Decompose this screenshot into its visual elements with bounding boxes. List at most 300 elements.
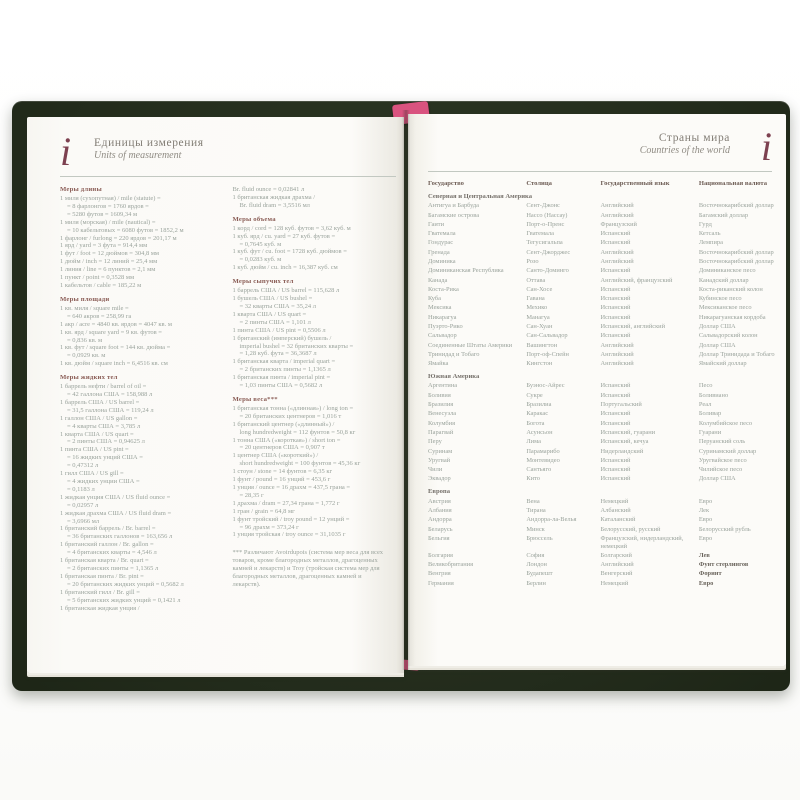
right-page-header bbox=[428, 124, 772, 169]
capital-cell: Тегусигальпа bbox=[526, 239, 563, 247]
unit-line: 1 британский гилл / Br. gill = bbox=[60, 588, 140, 596]
capital-cell: Будапешт bbox=[526, 570, 553, 578]
unit-line: = 20 британских центнеров = 1,016 т bbox=[239, 412, 342, 420]
unit-line: 1 галлон США / US gallon = bbox=[60, 414, 138, 422]
unit-entry bbox=[60, 383, 224, 399]
table-row bbox=[428, 249, 772, 257]
unit-line: = 20 центнеров США = 0,907 т bbox=[239, 444, 325, 452]
capital-cell: Сан-Хуан bbox=[526, 323, 553, 331]
country-cell: Пуэрто-Рико bbox=[428, 323, 463, 331]
language-cell: Испанский bbox=[600, 304, 631, 312]
column-header: Столица bbox=[526, 180, 552, 187]
country-cell: Венгрия bbox=[428, 570, 451, 578]
currency-cell: Восточнокарибский доллар bbox=[698, 202, 774, 210]
country-cell: Колумбия bbox=[428, 419, 456, 427]
capital-cell: Порт-о-Пренс bbox=[526, 220, 565, 228]
currency-cell: Боливар bbox=[698, 410, 722, 418]
table-row bbox=[428, 401, 772, 409]
unit-line: 1 жидкая драхма США / US fluid dram = bbox=[60, 509, 172, 517]
country-cell: Антигуа и Барбуда bbox=[428, 202, 480, 210]
country-cell: Албания bbox=[428, 506, 452, 514]
unit-line: = 96 драхм = 373,24 г bbox=[239, 523, 299, 531]
unit-line: short hundredweight = 100 фунтов = 45,36 кг bbox=[239, 460, 361, 468]
table-header-row bbox=[428, 180, 772, 188]
unit-line: 1 британская пинта / Br. pint = bbox=[60, 572, 144, 580]
unit-line: 1 акр / acre = 4840 кв. ярдов = 4047 кв. м bbox=[60, 320, 172, 328]
unit-entry bbox=[233, 452, 397, 468]
country-cell: Великобритания bbox=[428, 561, 474, 569]
unit-line: 1 драхма / dram = 27,34 грана = 1,772 г bbox=[232, 499, 340, 507]
currency-cell: Канадский доллар bbox=[698, 276, 749, 284]
unit-entry bbox=[60, 329, 224, 345]
left-page-content bbox=[60, 129, 396, 667]
unit-line: 1 пункт / point = 0,3528 мм bbox=[60, 274, 135, 282]
unit-line: 1 пинта США / US pint = bbox=[60, 446, 129, 454]
unit-section bbox=[60, 374, 224, 612]
unit-line: 1 баррель США / US barrel = 115,628 л bbox=[232, 287, 340, 295]
country-cell: Мексика bbox=[428, 304, 452, 312]
language-cell: Испанский bbox=[600, 382, 631, 390]
unit-entry bbox=[233, 327, 397, 335]
table-row bbox=[428, 552, 772, 560]
language-cell: Французский bbox=[600, 220, 637, 228]
table-row bbox=[428, 410, 772, 418]
unit-line: imperial bushel = 32 британских кварты = bbox=[239, 342, 354, 350]
unit-entry bbox=[60, 266, 224, 274]
table-row bbox=[428, 286, 772, 294]
language-cell: Испанский bbox=[600, 230, 631, 238]
country-cell: Соединенные Штаты Америки bbox=[428, 341, 513, 349]
unit-section-heading: Меры длины bbox=[60, 186, 102, 193]
capital-cell: Розо bbox=[526, 257, 539, 265]
unit-entry bbox=[60, 235, 224, 243]
capital-cell: Вена bbox=[526, 497, 540, 505]
currency-cell: Евро bbox=[698, 534, 713, 542]
capital-cell: Бразилиа bbox=[526, 401, 552, 409]
capital-cell: Кито bbox=[526, 475, 540, 483]
unit-section-heading: Меры жидких тел bbox=[60, 374, 118, 382]
unit-line: Br. fluid dram = 3,5516 мл bbox=[239, 201, 310, 209]
unit-entry bbox=[60, 250, 224, 258]
table-row bbox=[428, 277, 772, 285]
country-cell: Перу bbox=[428, 438, 442, 446]
table-row bbox=[428, 457, 772, 465]
table-row bbox=[428, 429, 772, 437]
country-cell: Боливия bbox=[428, 391, 451, 399]
unit-line: = 0,7645 куб. м bbox=[239, 240, 282, 248]
language-cell: Английский, французский bbox=[600, 276, 673, 284]
unit-entry bbox=[60, 274, 224, 282]
unit-entry bbox=[60, 605, 224, 613]
table-row bbox=[428, 561, 772, 569]
unit-entry bbox=[233, 358, 397, 374]
unit-line: 1 кв. дюйм / square inch = 6,4516 кв. см bbox=[60, 360, 168, 368]
table-row bbox=[428, 466, 772, 474]
unit-line: long hundredweight = 112 фунтов = 50,8 кг bbox=[239, 428, 356, 436]
unit-entry bbox=[60, 415, 224, 431]
table-row bbox=[428, 314, 772, 322]
unit-entry bbox=[60, 557, 224, 573]
unit-entry bbox=[233, 311, 397, 327]
table-row bbox=[428, 580, 772, 588]
country-cell: Сальвадор bbox=[428, 332, 457, 340]
table-row bbox=[428, 526, 772, 534]
table-row bbox=[428, 221, 772, 229]
capital-cell: Сантьяго bbox=[526, 466, 552, 474]
left-page-header bbox=[60, 129, 396, 174]
language-cell: Белорусский, русский bbox=[600, 525, 661, 533]
unit-line: = 2 пинты США = 0,94625 л bbox=[67, 438, 145, 446]
language-cell: Испанский bbox=[600, 419, 631, 427]
currency-cell: Фунт стерлингов bbox=[698, 561, 749, 569]
unit-line: 1 жидкая унция США / US fluid ounce = bbox=[60, 493, 171, 501]
currency-cell: Доллар США bbox=[698, 323, 736, 331]
capital-cell: Каракас bbox=[526, 410, 549, 418]
unit-entry bbox=[60, 282, 224, 290]
table-row bbox=[428, 258, 772, 266]
unit-line: = 10 кабельтовых = 6080 футов = 1852,2 м bbox=[67, 226, 184, 234]
table-row bbox=[428, 392, 772, 400]
unit-entry bbox=[233, 500, 397, 508]
unit-line: 1 кв. ярд / square yard = 9 кв. футов = bbox=[60, 328, 162, 336]
country-cell: Куба bbox=[428, 295, 441, 303]
capital-cell: Вашингтон bbox=[526, 341, 558, 349]
unit-entry bbox=[233, 186, 397, 194]
country-cell: Тринидад и Тобаго bbox=[428, 350, 480, 358]
capital-cell: Сукре bbox=[526, 391, 543, 399]
currency-cell: Песо bbox=[698, 382, 713, 390]
language-cell: Немецкий bbox=[600, 497, 629, 505]
language-cell: Испанский bbox=[600, 475, 631, 483]
unit-line: 1 британская жидкая унция / bbox=[60, 604, 140, 612]
country-cell: Гаити bbox=[428, 220, 445, 228]
country-cell: Эквадор bbox=[428, 475, 451, 483]
unit-entry bbox=[60, 344, 224, 360]
currency-cell: Сальвадорский колон bbox=[698, 332, 758, 340]
language-cell: Испанский, гуарани bbox=[600, 428, 656, 436]
unit-entry bbox=[233, 295, 397, 311]
country-cell: Бразилия bbox=[428, 401, 454, 409]
table-row bbox=[428, 570, 772, 578]
unit-line: 1 гран / grain = 64,8 мг bbox=[232, 507, 295, 515]
capital-cell: Сан-Хосе bbox=[526, 285, 553, 293]
unit-section-heading: Меры сыпучих тел bbox=[232, 278, 294, 286]
table-row bbox=[428, 342, 772, 350]
capital-cell: Богота bbox=[526, 419, 545, 427]
currency-cell: Мексиканское песо bbox=[698, 304, 752, 312]
language-cell: Венгерский bbox=[600, 570, 633, 578]
language-cell: Английский bbox=[600, 350, 634, 358]
table-row bbox=[428, 350, 775, 359]
info-icon: i bbox=[60, 129, 72, 174]
currency-cell: Белорусский рубль bbox=[698, 525, 751, 533]
capital-cell: Тирана bbox=[526, 506, 546, 514]
unit-entry bbox=[233, 233, 397, 249]
language-cell: Английский bbox=[600, 561, 634, 569]
unit-section bbox=[233, 186, 397, 210]
unit-entry bbox=[60, 510, 224, 526]
right-page bbox=[408, 114, 786, 666]
unit-line: 1 бушель США / US bushel = bbox=[232, 295, 313, 303]
unit-line: = 16 жидких унций США = bbox=[67, 454, 143, 462]
unit-entry bbox=[233, 508, 397, 516]
unit-line: 1 куб. дюйм / cu. inch = 16,387 куб. см bbox=[232, 264, 338, 272]
table-row bbox=[428, 267, 772, 275]
currency-cell: Гуарани bbox=[698, 428, 722, 436]
language-cell: Испанский bbox=[600, 239, 631, 247]
unit-line: 1 фунт тройский / troy pound = 12 унций = bbox=[232, 515, 350, 523]
currency-cell: Реал bbox=[698, 401, 712, 409]
capital-cell: София bbox=[526, 551, 545, 559]
table-row bbox=[428, 516, 772, 524]
unit-line: 1 баррель нефти / barrel of oil = bbox=[60, 383, 147, 391]
language-cell: Испанский bbox=[600, 332, 631, 340]
unit-line: = 3,6966 мл bbox=[67, 517, 100, 525]
unit-section bbox=[60, 186, 224, 290]
countries-table bbox=[428, 180, 775, 587]
currency-cell: Чилийское песо bbox=[698, 466, 743, 474]
country-cell: Беларусь bbox=[428, 525, 453, 533]
unit-section-heading: Меры площади bbox=[60, 295, 110, 303]
capital-cell: Нассо (Нассау) bbox=[526, 211, 568, 219]
unit-line: = 0,47312 л bbox=[67, 462, 99, 470]
column-header: Государственный язык bbox=[600, 180, 670, 187]
currency-cell: Боливиано bbox=[698, 391, 729, 399]
unit-entry bbox=[60, 258, 224, 266]
language-cell: Испанский bbox=[600, 410, 631, 418]
capital-cell: Мехико bbox=[526, 304, 548, 312]
table-row bbox=[428, 535, 772, 550]
currency-cell: Лев bbox=[698, 551, 710, 559]
language-cell: Испанский, английский bbox=[600, 323, 666, 331]
unit-section bbox=[233, 278, 397, 390]
capital-cell: Гавана bbox=[526, 295, 545, 303]
capital-cell: Порт-оф-Спейн bbox=[526, 350, 569, 358]
unit-line: = 0,1183 л bbox=[67, 485, 95, 493]
language-cell: Французский, нидерландский, немецкий bbox=[600, 534, 684, 550]
unit-line: 1 фарлонг / furlong = 220 ярдов = 201,17 м bbox=[60, 234, 177, 242]
unit-section bbox=[60, 296, 224, 368]
capital-cell: Оттава bbox=[526, 276, 546, 284]
unit-line: 1 фунт / pound = 16 унций = 453,6 г bbox=[232, 476, 331, 484]
unit-entry bbox=[60, 360, 224, 368]
capital-cell: Санто-Доминго bbox=[526, 267, 569, 275]
unit-line: = 4 британских кварты = 4,546 л bbox=[67, 549, 157, 557]
capital-cell: Сан-Сальвадор bbox=[526, 332, 568, 340]
unit-line: 1 миля (сухопутная) / mile (statute) = bbox=[60, 195, 161, 202]
unit-line: 1 британский галлон / Br. gallon = bbox=[60, 541, 154, 549]
language-cell: Испанский bbox=[600, 466, 631, 474]
language-cell: Каталанский bbox=[600, 516, 636, 524]
country-cell: Багамские острова bbox=[428, 211, 480, 219]
page-title: Страны мира bbox=[658, 132, 730, 144]
country-cell: Гватемала bbox=[428, 230, 456, 238]
unit-entry bbox=[60, 321, 224, 329]
unit-line: 1 британская жидкая драхма / bbox=[232, 193, 316, 201]
language-cell: Испанский bbox=[600, 391, 631, 399]
right-page-content bbox=[428, 124, 775, 660]
weights-footnote: *** Различают Avoirdupois (система мер веса для всех товаров, кроме благородных металлов, драгоценных камней и лекарств) и Troy (тройская система мер для благородных металлов, драгоценных камней и лекарств). bbox=[232, 549, 384, 588]
currency-cell: Уругвайское песо bbox=[698, 456, 747, 464]
country-cell: Чили bbox=[428, 466, 443, 474]
currency-cell: Доллар США bbox=[698, 341, 736, 349]
unit-entry bbox=[60, 470, 224, 494]
language-cell: Нидерландский bbox=[600, 447, 644, 455]
unit-line: Br. fluid ounce = 0,02841 л bbox=[232, 186, 305, 193]
currency-cell: Евро bbox=[698, 516, 713, 524]
left-page bbox=[27, 117, 404, 673]
left-page-titles bbox=[94, 135, 204, 161]
table-row bbox=[428, 438, 772, 446]
currency-cell: Перуанский соль bbox=[698, 438, 746, 446]
unit-line: = 0,02957 л bbox=[67, 501, 99, 509]
unit-entry bbox=[60, 589, 224, 605]
table-row bbox=[428, 382, 772, 390]
table-row bbox=[428, 448, 772, 456]
unit-entry bbox=[233, 194, 397, 210]
unit-line: 1 пинта США / US pint = 0,5506 л bbox=[232, 326, 326, 334]
unit-line: = 2 пинты США = 1,101 л bbox=[239, 318, 311, 326]
unit-line: 1 британский (имперский) бушель / bbox=[232, 334, 332, 342]
currency-cell: Форинт bbox=[698, 570, 722, 578]
capital-cell: Буэнос-Айрес bbox=[526, 382, 565, 390]
table-row bbox=[428, 507, 772, 515]
unit-line: 1 кварта США / US quart = bbox=[60, 430, 134, 438]
unit-entry bbox=[60, 541, 224, 557]
unit-entry bbox=[60, 494, 224, 510]
unit-entry bbox=[233, 421, 397, 437]
country-cell: Никарагуа bbox=[428, 313, 457, 321]
unit-section bbox=[233, 396, 397, 539]
country-cell: Андорра bbox=[428, 516, 452, 524]
unit-entry bbox=[233, 516, 397, 532]
unit-line: 1 унция / ounce = 16 драхм = 437,5 грана = bbox=[232, 484, 351, 491]
unit-entry bbox=[233, 405, 397, 421]
unit-line: 1 баррель США / US barrel = bbox=[60, 398, 140, 406]
unit-line: = 5 британских жидких унций = 0,1421 л bbox=[67, 596, 181, 604]
unit-entry bbox=[233, 468, 397, 476]
language-cell: Испанский bbox=[600, 285, 631, 293]
unit-entry bbox=[233, 437, 397, 453]
language-cell: Португальский bbox=[600, 401, 642, 409]
unit-line: 1 куб. ярд / cu. yard = 27 куб. футов = bbox=[232, 232, 336, 240]
table-row bbox=[428, 360, 772, 368]
language-cell: Испанский bbox=[600, 313, 631, 321]
table-row bbox=[428, 323, 772, 331]
unit-line: 1 гилл США / US gill = bbox=[60, 470, 124, 478]
table-row bbox=[428, 420, 772, 428]
unit-line: 1 дюйм / inch = 12 линий = 25,4 мм bbox=[60, 258, 158, 266]
unit-line: = 1,28 куб. фута = 36,3687 л bbox=[239, 350, 317, 358]
unit-line: = 640 акров = 258,99 га bbox=[67, 312, 132, 320]
right-page-titles bbox=[640, 130, 730, 156]
unit-entry bbox=[60, 525, 224, 541]
unit-entry bbox=[233, 287, 397, 295]
unit-line: 1 кв. фут / square foot = 144 кв. дюйма = bbox=[60, 344, 171, 352]
unit-entry bbox=[233, 374, 397, 390]
capital-cell: Сент-Джонс bbox=[526, 202, 560, 210]
unit-line: 1 стоун / stone = 14 фунтов = 6,35 кг bbox=[232, 468, 333, 476]
capital-cell: Лима bbox=[526, 438, 541, 446]
page-title: Единицы измерения bbox=[94, 137, 204, 149]
unit-line: = 0,0283 куб. м bbox=[239, 256, 282, 264]
capital-cell: Манагуа bbox=[526, 313, 550, 321]
unit-line: 1 фут / foot = 12 дюймов = 304,8 мм bbox=[60, 250, 160, 258]
table-row bbox=[428, 202, 772, 210]
unit-line: 1 унция тройская / troy ounce = 31,1035 г bbox=[232, 531, 346, 539]
unit-entry bbox=[233, 476, 397, 484]
unit-column-1 bbox=[60, 186, 224, 612]
unit-entry bbox=[233, 264, 397, 272]
unit-line: 1 ярд / yard = 3 фута = 914,4 мм bbox=[60, 242, 148, 250]
capital-cell: Гватемала bbox=[526, 230, 554, 238]
country-cell: Коста-Рика bbox=[428, 285, 459, 293]
book-gutter-shadow bbox=[402, 110, 410, 670]
language-cell: Английский bbox=[600, 202, 634, 210]
header-divider bbox=[60, 176, 396, 177]
capital-cell: Берлин bbox=[526, 579, 546, 587]
unit-entry bbox=[60, 242, 224, 250]
currency-cell: Евро bbox=[698, 497, 713, 505]
unit-column-2 bbox=[233, 186, 397, 612]
country-cell: Уругвай bbox=[428, 456, 451, 464]
unit-line: = 2 британских пинты = 1,1365 л bbox=[67, 564, 159, 572]
unit-line: = 20 британских жидких унций = 0,5682 л bbox=[67, 580, 184, 588]
currency-cell: Кетсаль bbox=[698, 230, 721, 238]
country-cell: Ямайка bbox=[428, 360, 449, 368]
unit-section-heading: Меры объема bbox=[232, 215, 276, 223]
language-cell: Английский bbox=[600, 248, 634, 256]
continent-heading: Северная и Центральная Америка bbox=[428, 192, 533, 200]
currency-cell: Доллар Тринидада и Тобаго bbox=[698, 350, 775, 358]
capital-cell: Асунсьон bbox=[526, 428, 553, 436]
unit-line: = 2 британских пинты = 1,1365 л bbox=[239, 366, 331, 374]
country-cell: Австрия bbox=[428, 497, 451, 505]
unit-entry bbox=[60, 446, 224, 470]
currency-cell: Коста-риканский колон bbox=[698, 285, 763, 293]
language-cell: Английский bbox=[600, 360, 634, 368]
unit-entry bbox=[60, 305, 224, 321]
unit-entry bbox=[60, 219, 224, 235]
unit-entry bbox=[60, 431, 224, 447]
language-cell: Немецкий bbox=[600, 579, 629, 587]
table-row bbox=[428, 239, 772, 247]
info-icon: i bbox=[760, 124, 772, 169]
currency-cell: Доллар США bbox=[698, 475, 736, 483]
capital-cell: Кингстон bbox=[526, 360, 553, 368]
currency-cell: Доминиканское песо bbox=[698, 267, 756, 275]
currency-cell: Восточнокарибский доллар bbox=[698, 257, 774, 265]
unit-entry bbox=[233, 335, 397, 359]
language-cell: Английский bbox=[600, 341, 634, 349]
language-cell: Английский bbox=[600, 211, 634, 219]
language-cell: Болгарский bbox=[600, 551, 632, 559]
country-cell: Аргентина bbox=[428, 382, 458, 390]
capital-cell: Минск bbox=[526, 525, 545, 533]
language-cell: Испанский bbox=[600, 295, 631, 303]
currency-cell: Гурд bbox=[698, 220, 712, 228]
country-cell: Гренада bbox=[428, 248, 450, 256]
table-row bbox=[428, 304, 772, 312]
currency-cell: Багамский доллар bbox=[698, 211, 749, 219]
capital-cell: Сент-Джорджес bbox=[526, 248, 571, 256]
unit-entry bbox=[60, 195, 224, 219]
unit-entry bbox=[233, 225, 397, 233]
table-row bbox=[428, 498, 772, 506]
unit-entry bbox=[60, 399, 224, 415]
unit-line: = 0,0929 кв. м bbox=[67, 352, 106, 360]
currency-cell: Никарагуанская кордоба bbox=[698, 313, 766, 321]
